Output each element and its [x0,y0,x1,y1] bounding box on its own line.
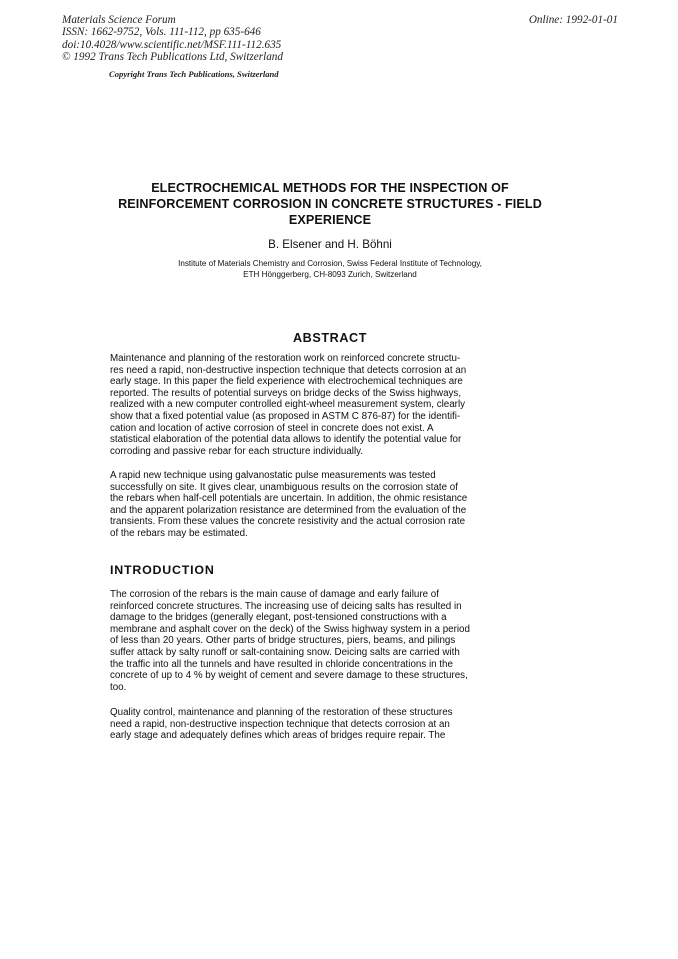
author-affiliation [90,258,570,280]
text-line: Maintenance and planning of the restoration work on reinforced concrete structu- [110,353,461,364]
journal-name: Materials Science Forum [62,14,176,26]
text-line: realized with a new computer controlled eight-wheel measurement system, clearly [110,399,466,411]
text-line: damage to the bridges (generally elegant, post-tensioned constructions with a [110,612,447,624]
publisher-copyright: Copyright Trans Tech Publications, Switzerland [109,69,279,79]
text-line: of less than 20 years. Other parts of bridge structures, piers, beams, and pilings [110,635,456,647]
paper-title [90,180,570,228]
abstract-heading: ABSTRACT [292,331,368,345]
text-line: res need a rapid, non-destructive inspection technique that detects corrosion at an [110,364,467,376]
text-line: transients. From these values the concrete resistivity and the actual corrosion rate [110,516,466,528]
paper-authors: B. Elsener and H. Böhni [268,238,392,251]
text-line: cation and location of active corrosion of steel in concrete does not exist. A [110,422,434,434]
affiliation-line: ETH Hönggerberg, CH-8093 Zurich, Switzerland [243,270,417,279]
journal-doi: doi:10.4028/www.scientific.net/MSF.111-112.635 [62,38,282,51]
text-line: corroding and passive rebar for each structure individually. [110,445,364,457]
text-line: successfully on site. It gives clear, unambiguous results on the corrosion state of [110,481,458,493]
text-line: show that a fixed potential value (as proposed in ASTM C 876-87) for the identifi- [110,410,461,422]
text-line: reinforced concrete structures. The increasing use of deicing salts has resulted in [110,600,462,612]
introduction-heading: INTRODUCTION [110,563,215,577]
text-line: concrete of up to 4 % by weight of cement and severe damage to these structures, [110,670,468,682]
affiliation-line: Institute of Materials Chemistry and Corrosion, Swiss Federal Institute of Technology, [178,259,482,268]
text-line: early stage. In this paper the field experience with electrochemical techniques are [110,376,463,388]
text-line: reported. The results of potential surveys on bridge decks of the Swiss highways, [110,387,462,399]
journal-info [62,14,283,64]
text-line: The corrosion of the rebars is the main cause of damage and early failure of [110,589,439,600]
text-line: and the apparent polarization resistance are determined from the evaluation of the [110,504,467,516]
text-line: A rapid new technique using galvanostatic pulse measurements was tested [110,470,436,481]
abstract-paragraph-2 [110,470,522,540]
title-line: ELECTROCHEMICAL METHODS FOR THE INSPECTION OF [151,181,509,195]
text-line: too. [110,681,127,693]
text-line: suffer attack by salty runoff or salt-containing snow. Deicing salts are carried with [110,646,460,658]
title-line: REINFORCEMENT CORROSION IN CONCRETE STRUCTURES - FIELD [118,197,542,211]
text-line: need a rapid, non-destructive inspection technique that detects corrosion at an [110,718,450,730]
text-line: of the rebars may be estimated. [110,527,248,539]
text-line: early stage and adequately defines which areas of bridges require repair. The [110,730,446,742]
online-date: Online: 1992-01-01 [528,14,618,26]
text-line: statistical elaboration of the potential data allows to identify the potential value for [110,434,462,446]
text-line: the rebars when half-cell potentials are uncertain. In addition, the ohmic resistance [110,493,468,505]
introduction-paragraph-1 [110,589,522,693]
abstract-paragraph-1 [110,353,522,457]
journal-issn: ISSN: 1662-9752, Vols. 111-112, pp 635-646 [62,26,261,39]
text-line: the traffic into all the tunnels and have resulted in chloride concentrations in the [110,658,453,670]
introduction-paragraph-2 [110,707,522,742]
journal-copyright: © 1992 Trans Tech Publications Ltd, Switzerland [62,51,283,64]
title-line: EXPERIENCE [288,213,372,227]
text-line: Quality control, maintenance and planning of the restoration of these structures [110,707,453,718]
text-line: membrane and asphalt cover on the deck) of the Swiss highway system in a period [110,623,470,635]
